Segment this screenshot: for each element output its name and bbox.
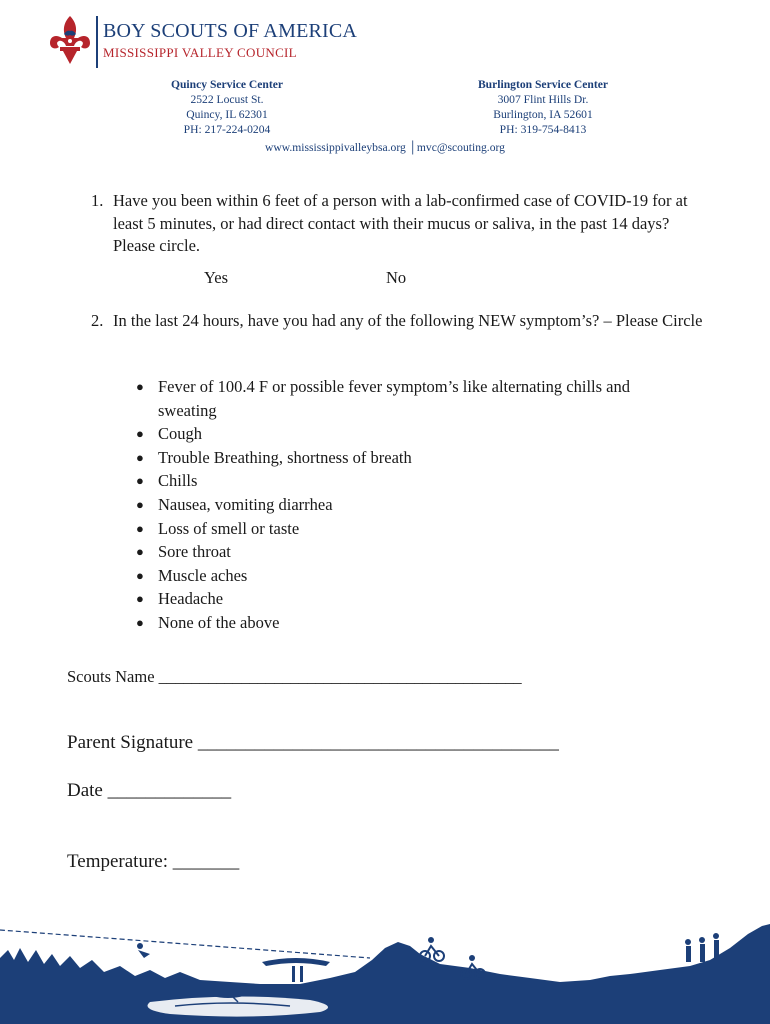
outdoor-activities-landscape-icon [0,920,770,1024]
parent-signature-field[interactable]: Parent Signature ______________________________________ [67,732,559,753]
question-number: 1. [91,191,104,210]
center-phone: PH: 217-224-0204 [183,123,271,136]
symptom-item[interactable] [132,564,692,588]
symptom-label: Loss of smell or taste [158,518,300,538]
symptom-label: Muscle aches [158,565,248,585]
scouts-name-field[interactable]: Scouts Name ____________________________________________ [67,667,522,686]
center-city: Quincy, IL 62301 [186,108,268,121]
option-yes[interactable]: Yes [204,268,229,287]
question-text: Have you been within 6 feet of a person with a lab-confirmed case of COVID-19 for at least 5 minutes, or had direct contact with their mucus or saliva, in the past 14 days? Please circle. [113,191,688,255]
bullet-icon: ● [136,591,144,607]
burlington-service-center [457,77,629,137]
bullet-icon: ● [136,379,144,394]
bullet-icon: ● [136,496,144,512]
bullet-icon: ● [136,567,144,583]
symptom-item[interactable] [132,611,692,635]
symptom-label: Headache [158,589,224,609]
date-field[interactable]: Date _____________ [67,780,232,801]
question-number: 2. [91,311,104,330]
center-street: 3007 Flint Hills Dr. [497,93,589,106]
symptom-label: Trouble Breathing, shortness of breath [158,447,412,467]
symptom-label: Cough [158,424,203,444]
option-no[interactable]: No [386,268,407,287]
symptom-item[interactable] [132,375,692,422]
center-title: Burlington Service Center [477,78,609,91]
symptom-label: Chills [158,471,198,491]
symptom-item[interactable] [132,422,692,446]
symptom-item[interactable] [132,540,692,564]
symptom-item[interactable] [132,446,692,470]
bullet-icon: ● [136,614,144,630]
bullet-icon: ● [136,449,144,465]
question-1 [91,190,701,260]
bullet-icon: ● [136,520,144,536]
council-name: MISSISSIPPI VALLEY COUNCIL [103,45,297,60]
symptom-item[interactable] [132,493,692,517]
symptom-item[interactable] [132,469,692,493]
bullet-icon: ● [136,473,144,489]
center-city: Burlington, IA 52601 [493,108,593,121]
bullet-icon: ● [136,544,144,560]
center-title: Quincy Service Center [170,78,284,91]
logo [47,14,358,74]
symptom-label: Nausea, vomiting diarrhea [158,494,333,514]
org-name: BOY SCOUTS OF AMERICA [103,20,358,42]
center-phone: PH: 319-754-8413 [499,123,587,136]
symptom-item[interactable] [132,517,692,541]
symptom-label: Sore throat [158,542,231,562]
quincy-service-center [146,77,308,137]
website-email-line: www.mississippivalleybsa.org │mvc@scouting.org [265,141,505,154]
question-text: In the last 24 hours, have you had any of the following NEW symptom’s? – Please Circle [113,311,703,330]
question-2 [91,310,711,356]
symptom-list [132,375,692,635]
bullet-icon: ● [136,426,144,442]
temperature-field[interactable]: Temperature: _______ [67,851,240,872]
symptom-label: None of the above [158,612,280,632]
symptom-item[interactable] [132,587,692,611]
fleur-de-lis-emblem-icon [47,14,93,68]
logo-divider [96,16,98,68]
center-street: 2522 Locust St. [190,93,264,106]
symptom-label: Fever of 100.4 F or possible fever symptom’s like alternating chills and sweating [158,377,630,420]
